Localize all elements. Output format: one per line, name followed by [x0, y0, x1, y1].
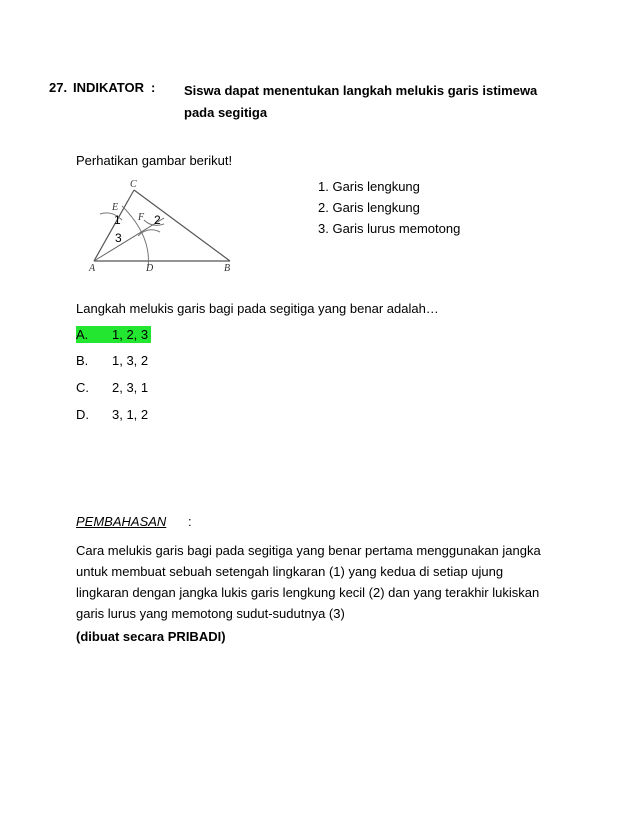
indicator-colon: : — [151, 80, 156, 95]
option-text: 2, 3, 1 — [112, 380, 149, 395]
option-letter: D. — [76, 407, 89, 422]
vertex-d-label: D — [146, 263, 154, 274]
pembahasan-colon: : — [188, 514, 192, 529]
step-3-label: 3 — [115, 231, 122, 245]
step-2-label: 2 — [154, 213, 161, 227]
option-text: 1, 3, 2 — [112, 353, 149, 368]
indicator-label: INDIKATOR — [73, 80, 145, 95]
vertex-e-label: E — [112, 202, 119, 213]
option-b — [76, 353, 148, 368]
list-item: 3. Garis lurus memotong — [318, 221, 461, 236]
credit-text: (dibuat secara PRIBADI) — [76, 629, 226, 644]
option-letter: A. — [76, 327, 89, 342]
vertex-b-label: B — [224, 263, 231, 274]
pembahasan-text: Cara melukis garis bagi pada segitiga yang benar pertama menggunakan jangka untuk membuat sebuah setengah lingkaran (1) yang kedua di setiap ujung lingkaran dengan jangka lukis garis lengkung kecil (2) dan yang terakhir lukiskan garis lurus yang memotong sudut-sudutnya (3) — [76, 543, 541, 621]
vertex-f-label: F — [138, 212, 145, 223]
correct-answer-highlight — [76, 326, 151, 343]
option-a — [76, 327, 151, 342]
option-text: 3, 1, 2 — [112, 407, 149, 422]
option-letter: C. — [76, 380, 89, 395]
step-1-label: 1 — [114, 213, 121, 227]
indicator-description: Siswa dapat menentukan langkah melukis garis istimewa pada segitiga — [184, 83, 538, 120]
list-item: 2. Garis lengkung — [318, 200, 420, 215]
option-d — [76, 407, 148, 422]
question-text: Langkah melukis garis bagi pada segitiga yang benar adalah… — [76, 301, 439, 316]
question-number: 27. — [49, 80, 68, 95]
option-text: 1, 2, 3 — [112, 327, 149, 342]
vertex-a-label: A — [89, 263, 96, 274]
pembahasan-label: PEMBAHASAN — [76, 514, 167, 529]
option-c — [76, 380, 148, 395]
option-letter: B. — [76, 353, 89, 368]
list-item: 1. Garis lengkung — [318, 179, 420, 194]
steps-list — [318, 176, 460, 239]
vertex-c-label: C — [130, 179, 137, 190]
triangle-figure — [82, 176, 242, 276]
intro-text: Perhatikan gambar berikut! — [76, 153, 233, 168]
